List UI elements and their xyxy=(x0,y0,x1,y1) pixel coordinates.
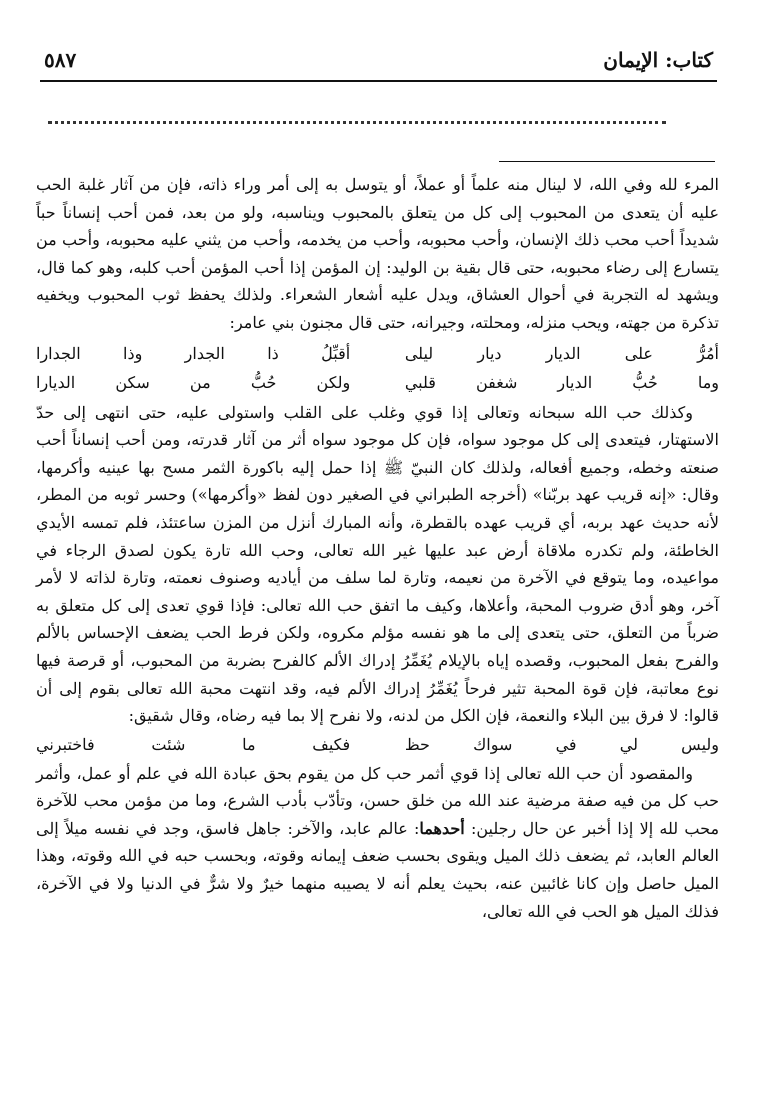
bold-term: أحدهما xyxy=(419,818,465,838)
verse-first-hemistich: أمُرُّ على الديار ديار ليلى xyxy=(404,343,719,363)
verse-second-hemistich: فكيف ما شئت فاختبرني xyxy=(36,734,351,754)
poem-verse xyxy=(36,368,719,397)
paragraph-2: وكذلك حب الله سبحانه وتعالى إذا قوي وغلب على القلب واستولى عليه، حتى انتهى إلى حدّ الاستهتار، فيتعدى إلى كل موجود سواه، فإن كل موجود سواه أثر من آثار قدرته، ومن أحب إنساناً أحب صنعته وخطه، وجميع أفعاله، ولذلك كان النبيّ ﷺ إذا حمل إليه باكورة الثمر مسح بها عينيه وأكرمها، وقال: «إنه قريب عهد بربّنا» (أخرجه الطبراني في الصغير دون لفظ «وأكرمها») وحسر ثوبه من المطر، لأنه حديث عهد بربه، أي قريب عهده بالقطرة، وأنه المبارك أنزل من المزن ساعتئذ، فلم تمسه الأيدي الخاطئة، ولم تكدره ملاقاة أرض عبد عليها غير الله تعالى، وحب الله تارة يكون لصدق الرجاء في مواعيده، وما يتوقع في الآخرة من نعيمه، وتارة لما سلف من أياديه وصنوف نعمته، وتارة لذاته لا لأمر آخر، وهو أدق ضروب المحبة، وأعلاها، وكيف ما اتفق حب الله تعالى: فإذا قوي تعدى إلى كل متعلق به ضرباً من التعلق، حتى يتعدى إلى ما هو نفسه مؤلم مكروه، ولكن فرط الحب يضعف الإحساس بالألم والفرح بفعل المحبوب، وقصده إياه بالإيلام يُغَمِّرُ إدراك الألم كالفرح بضربة من المحبوب، أو قرصة فيها نوع معاتبة، فإن قوة المحبة تثير فرحاً يُغَمِّرُ إدراك الألم فيه، وقد انتهت محبة الله تعالى بقوم إلى أن قالوا: لا فرق بين البلاء والنعمة، فإن الكل من لدنه، ولا نفرح إلا بما فيه رضاه، وقال شقيق: xyxy=(36,402,719,726)
verse-second-hemistich: ولكن حُبُّ من سكن الديارا xyxy=(36,372,351,392)
dotted-separator xyxy=(48,121,666,124)
poem-verse xyxy=(36,339,719,368)
paragraph-3-part-1: والمقصود أن حب الله تعالى إذا قوي أثمر حب كل من يقوم بحق عبادة الله في علم أو عمل، وأثمر حب كل من فيه صفة مرضية عند الله من خلق حسن، وتأدّب بأدب الشرع، وما من مؤمن محب للآخرة محب لله إلا إذا أخبر عن حال رجلين: xyxy=(36,763,720,838)
page-header xyxy=(40,44,717,78)
poem-majnun xyxy=(36,339,719,397)
book-title: كتاب: الإيمان xyxy=(603,48,713,72)
verse-first-hemistich: وليس لي في سواك حظ xyxy=(404,734,719,754)
paragraph-3 xyxy=(36,760,719,926)
page-number: ٥٨٧ xyxy=(44,48,77,72)
verse-first-hemistich: وما حُبُّ الديار شغفن قلبي xyxy=(404,372,719,392)
main-text xyxy=(36,171,719,925)
section-rule xyxy=(499,161,715,162)
verse-second-hemistich: أقبِّلُ ذا الجدار وذا الجدارا xyxy=(36,343,351,363)
poem-shaqiq xyxy=(36,730,719,760)
paragraph-3-part-2: : عالم عابد، والآخر: جاهل فاسق، وجد في نفسه ميلاً إلى العالم العابد، ثم يضعف ذلك الميل ويقوى بحسب ضعف إيمانه وقوته، وبحسب حبه في الله وقوته، وهذا الميل حاصل وإن كانا غائبين عنه، بحيث يعلم أنه لا يصيبه منهما خيرٌ ولا شرٌّ في الدنيا ولا في الآخرة، فذلك الميل هو الحب في الله تعالى، xyxy=(36,818,719,921)
paragraph-1: المرء لله وفي الله، لا لينال منه علماً أو عملاً، أو يتوسل به إلى أمر وراء ذاته، فإن من آثار غلبة الحب عليه أن يتعدى من المحبوب إلى كل من يتعلق بالمحبوب ويناسبه، ولو من بعد، فمن أحب إنساناً حباً شديداً أحب محب ذلك الإنسان، وأحب محبوبه، وأحب من يخدمه، وأحب من يثني عليه محبوبه، وأحب من يتسارع إلى رضاء محبوبه، حتى قال بقية بن الوليد: إن المؤمن إذا أحب المؤمن أحب كلبه، وهو كما قال، ويشهد له التجربة في أحوال العشاق، ويدل عليه أشعار الشعراء. ولذلك يحفظ ثوب المحبوب ويخفيه تذكرة من جهته، ويحب منزله، ومحلته، وجيرانه، حتى قال مجنون بني عامر: xyxy=(36,175,719,332)
header-rule xyxy=(40,80,717,82)
